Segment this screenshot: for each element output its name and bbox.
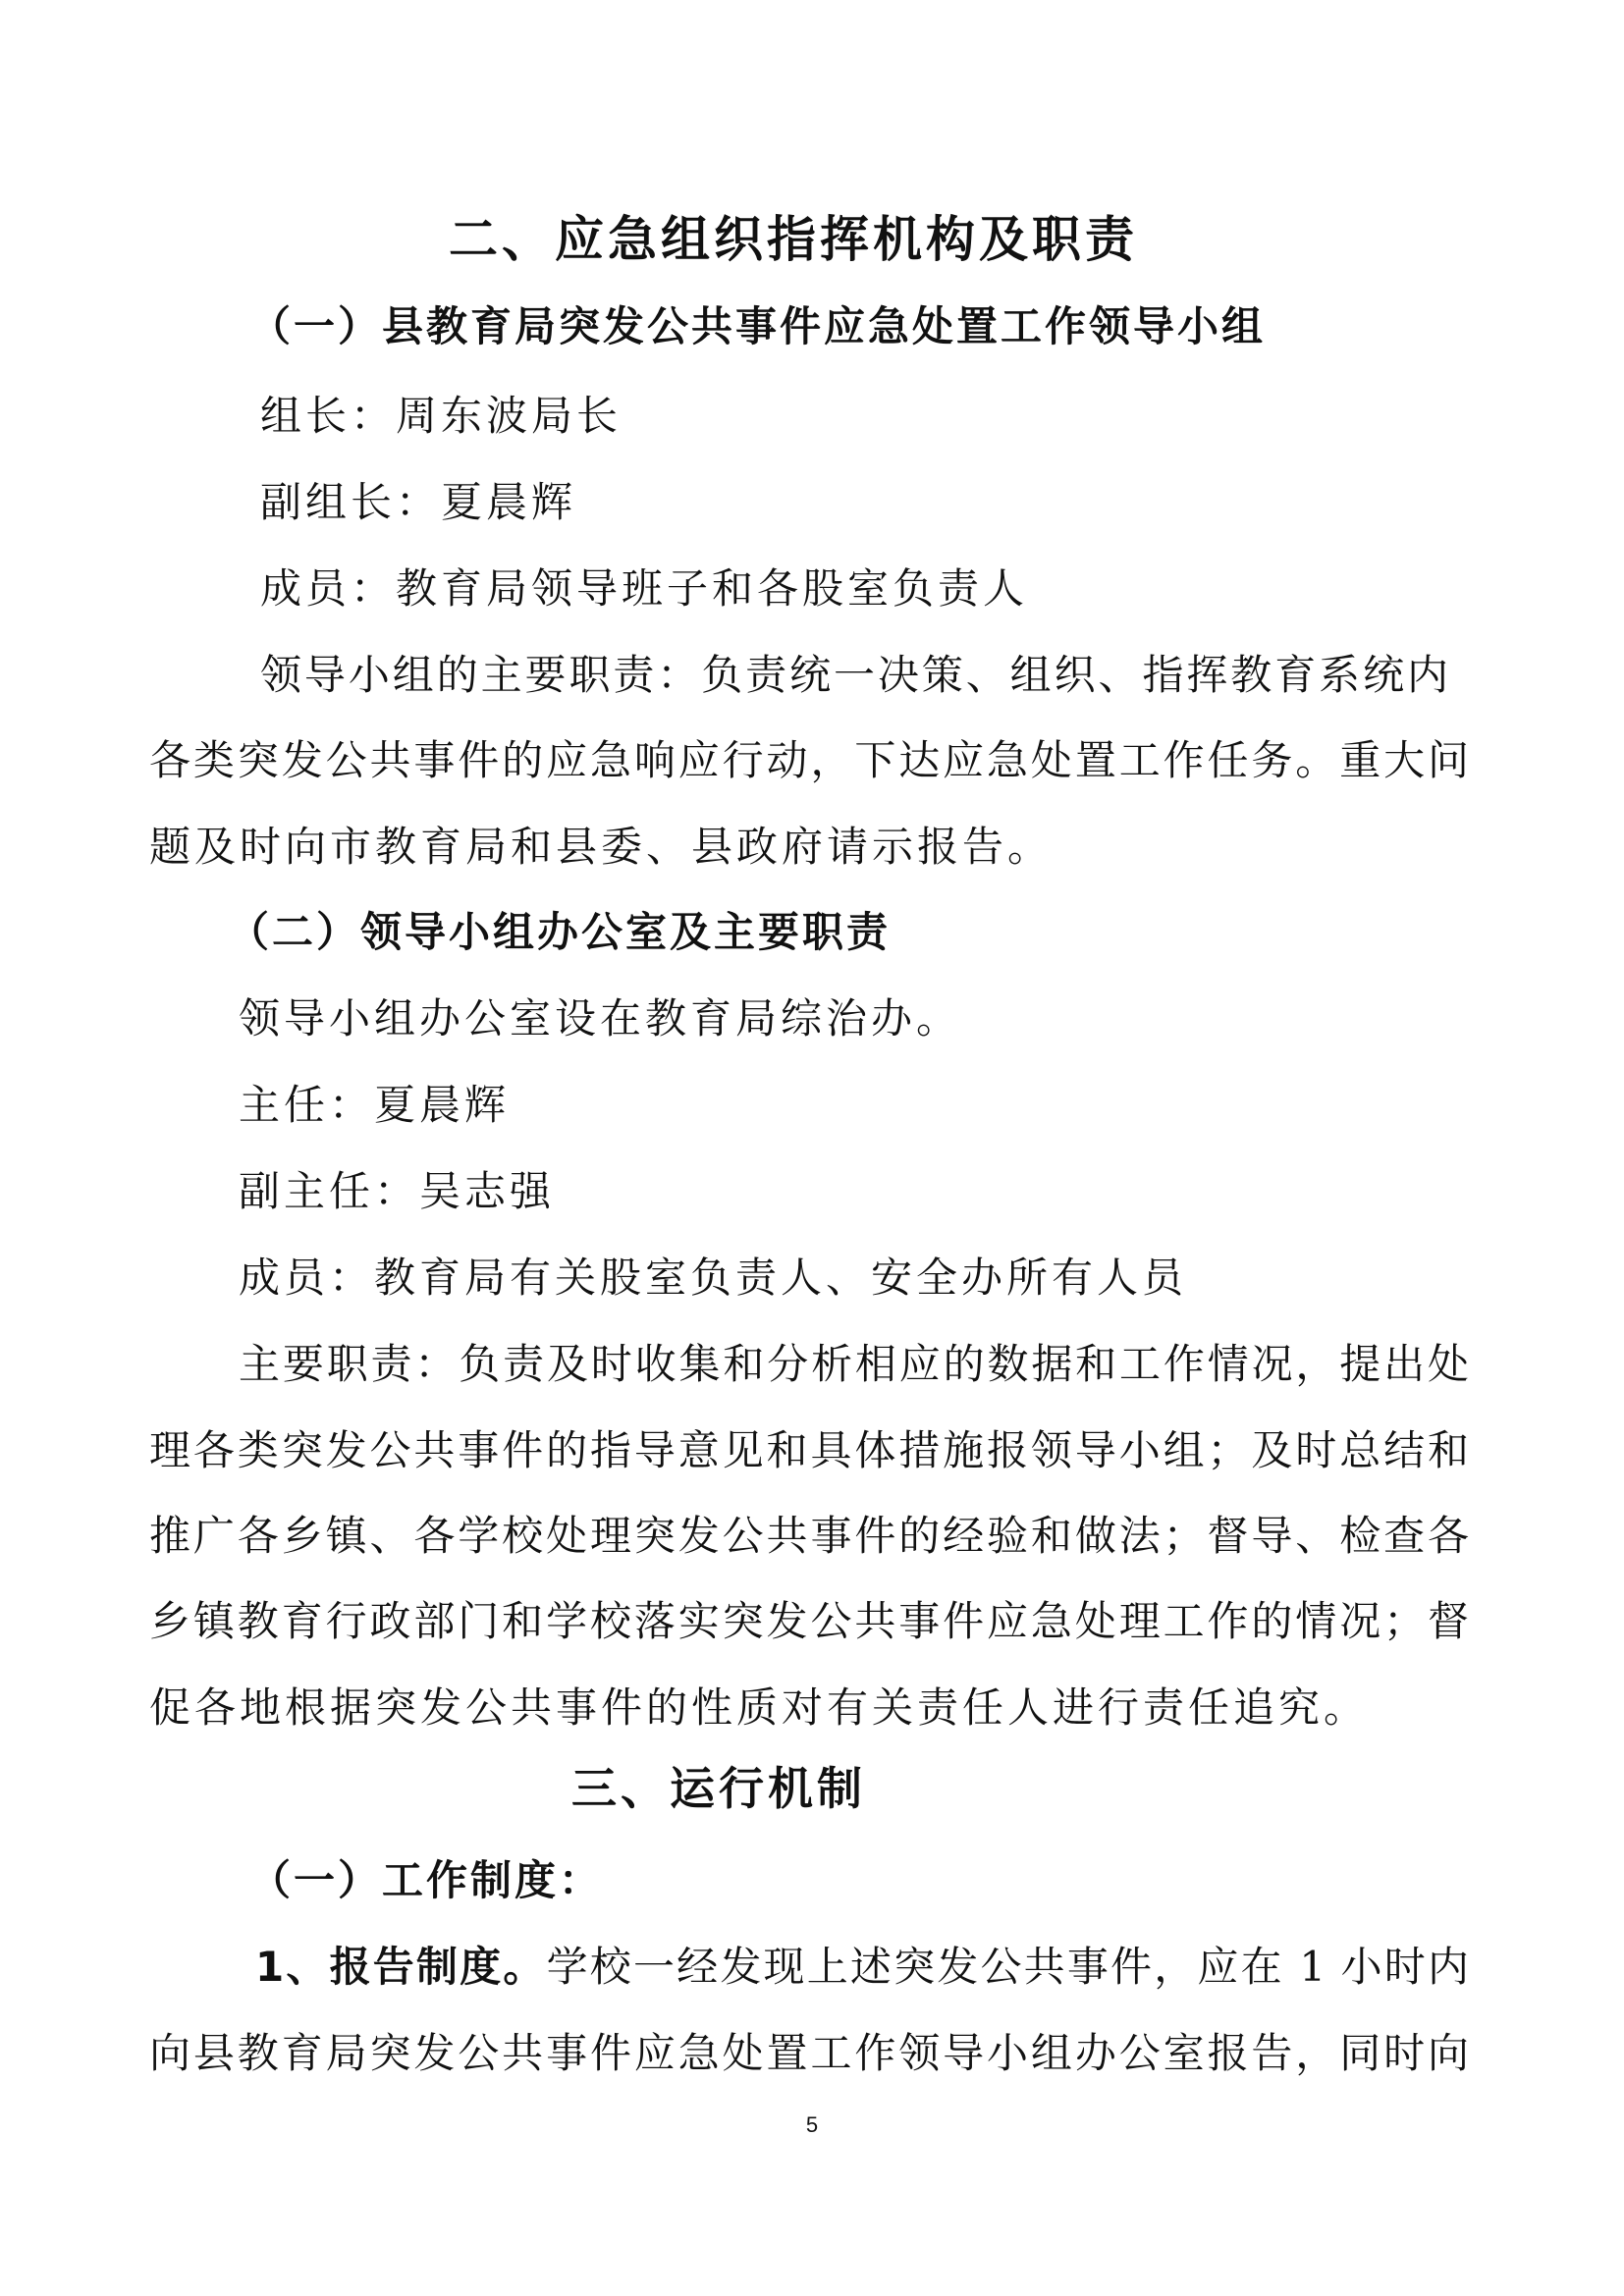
leader-line: 组长：周东波局长	[260, 392, 623, 440]
office-location-line: 领导小组办公室设在教育局综治办。	[239, 994, 962, 1042]
report-system-text-1: 学校一经发现上述突发公共事件，应在 1 小时内	[546, 1943, 1469, 1991]
sub2-duties-line-1: 主要职责：负责及时收集和分析相应的数据和工作情况，提出处	[239, 1340, 1469, 1388]
sub2-duties-line-4: 乡镇教育行政部门和学校落实突发公共事件应急处理工作的情况；督	[149, 1597, 1469, 1645]
sub2-duties-line-3: 推广各乡镇、各学校处理突发公共事件的经验和做法；督导、检查各	[149, 1512, 1469, 1560]
office-members-line: 成员：教育局有关股室负责人、安全办所有人员	[239, 1254, 1188, 1302]
report-system-line-2: 向县教育局突发公共事件应急处置工作领导小组办公室报告，同时向	[149, 2029, 1469, 2077]
deputy-leader-line: 副组长：夏晨辉	[260, 478, 577, 526]
page-number: 5	[805, 2112, 819, 2137]
sub1-duties-line-3: 题及时向市教育局和县委、县政府请示报告。	[149, 823, 1054, 871]
section2-sub2-heading: （二）领导小组办公室及主要职责	[228, 908, 892, 956]
deputy-director-line: 副主任：吴志强	[239, 1167, 556, 1215]
section3-sub1-heading: （一）工作制度：	[249, 1856, 604, 1904]
section2-sub1-heading: （一）县教育局突发公共事件应急处置工作领导小组	[249, 302, 1267, 350]
section2-title: 二、应急组织指挥机构及职责	[449, 211, 1138, 268]
section3-title: 三、运行机制	[571, 1762, 866, 1815]
sub2-duties-line-2: 理各类突发公共事件的指导意见和具体措施报领导小组；及时总结和	[149, 1426, 1469, 1474]
sub1-duties-line-1: 领导小组的主要职责：负责统一决策、组织、指挥教育系统内	[260, 651, 1448, 699]
sub1-duties-line-2: 各类突发公共事件的应急响应行动，下达应急处置工作任务。重大问	[149, 736, 1469, 784]
director-line: 主任：夏晨辉	[239, 1081, 511, 1129]
members-line: 成员：教育局领导班子和各股室负责人	[260, 564, 1029, 613]
sub2-duties-line-5: 促各地根据突发公共事件的性质对有关责任人进行责任追究。	[149, 1683, 1370, 1732]
report-system-line-1	[255, 1940, 1469, 1995]
report-system-label: 1、报告制度。	[255, 1943, 547, 1991]
